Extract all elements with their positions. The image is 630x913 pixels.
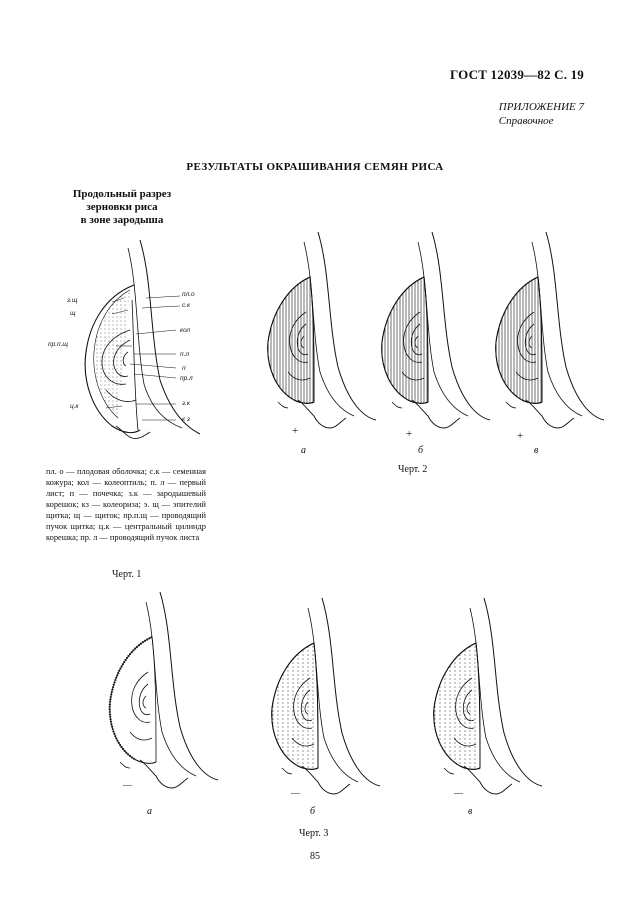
figure3-mark: —: [291, 788, 300, 798]
label-sch: щ: [70, 310, 76, 317]
figure2-letter: б: [418, 445, 424, 456]
figure3-drawing-b: [272, 598, 380, 794]
label-zsch: з.щ: [67, 297, 78, 304]
page-number: 85: [310, 851, 320, 862]
appendix-reference: Справочное: [498, 115, 554, 127]
figure3-letter: а: [147, 806, 152, 817]
figure3-mark: —: [123, 780, 132, 790]
figure1-subtitle-line: Продольный разрез: [72, 188, 172, 200]
figure2-mark: +: [517, 430, 524, 442]
figure3-drawing-c: [434, 598, 542, 794]
label-ppo: пл.о: [182, 291, 195, 298]
figure3-caption: Черт. 3: [299, 828, 329, 839]
figure2-letter: в: [534, 445, 539, 456]
standard-header: ГОСТ 12039—82 С. 19: [450, 67, 584, 82]
label-p: п: [182, 365, 186, 372]
figure2-mark: +: [406, 428, 413, 440]
figure3-drawing-a: [110, 592, 218, 788]
figure3-letter: б: [310, 806, 316, 817]
figure3-mark: —: [454, 788, 463, 798]
figure2-drawing-b: [382, 232, 490, 428]
label-zk: з.к: [182, 400, 190, 407]
figure1-drawing: [85, 240, 200, 439]
figure2-caption: Черт. 2: [398, 464, 428, 475]
label-prpsch: пр.п.щ: [48, 341, 68, 348]
figure2-mark: +: [292, 425, 299, 437]
figure1-caption: Черт. 1: [112, 569, 142, 580]
label-kol: кол: [180, 327, 191, 334]
label-tsk: ц.к: [70, 403, 79, 410]
figure1-subtitle-line: зерновки риса: [86, 201, 158, 213]
figure1-legend: пл. о — плодовая оболочка; с.к — семенная кожура; кол — колеоптиль; п. л — первый лист; п — почечка; з.к — зародышевый корешок; кз — колеориза; э. щ — эпителий щитка; щ — щиток; пр.п.щ — проводящий пучок щитка; ц.к — центральный цилиндр корешка; пр. л — проводящий пучок листа: [46, 467, 206, 542]
figure2-drawing-a: [268, 232, 376, 428]
label-kz: к з: [182, 416, 190, 423]
figure1-subtitle-line: в зоне зародыша: [80, 214, 164, 226]
label-sk: с.к: [182, 302, 191, 309]
figure3-letter: в: [468, 806, 473, 817]
appendix-label: ПРИЛОЖЕНИЕ 7: [498, 101, 584, 113]
figure2-letter: а: [301, 445, 306, 456]
figure2-drawing-c: [496, 232, 604, 428]
page-title: РЕЗУЛЬТАТЫ ОКРАШИВАНИЯ СЕМЯН РИСА: [186, 161, 444, 173]
label-prl: пр.л: [180, 375, 193, 382]
label-pl: п.л: [180, 351, 190, 358]
